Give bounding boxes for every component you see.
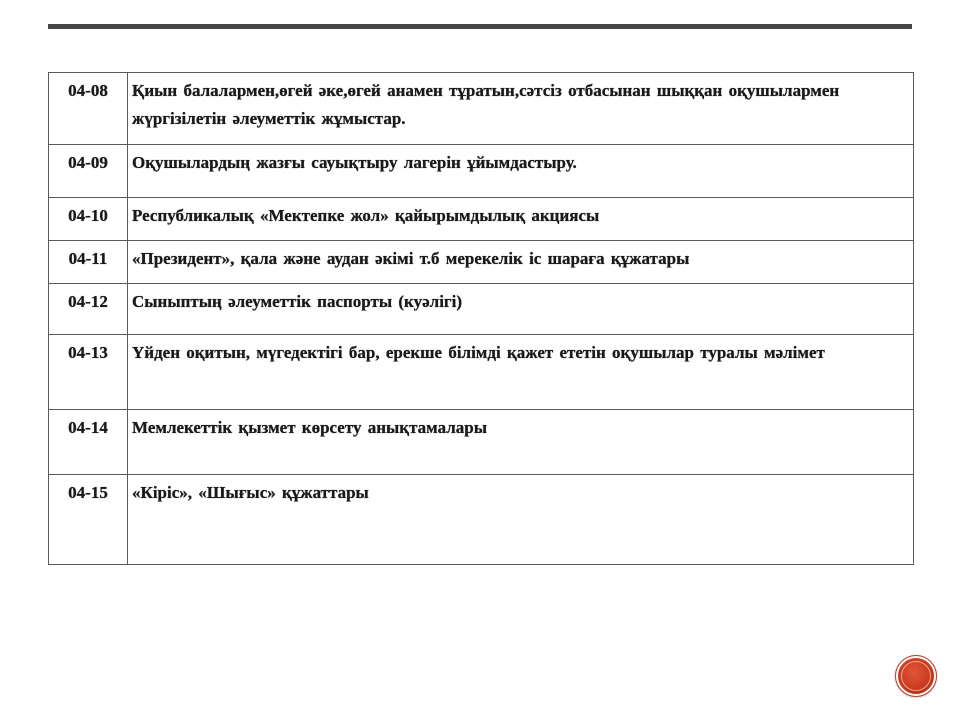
circle-button-ring — [901, 661, 931, 691]
table-row — [49, 241, 914, 284]
row-code: 04-09 — [49, 145, 128, 198]
table-row — [49, 145, 914, 198]
table-row — [49, 475, 914, 565]
row-description: Қиын балалармен,өгей әке,өгей анамен тұратын,сәтсіз отбасынан шыққан оқушылармен жүргізілетін әлеуметтік жұмыстар. — [128, 73, 914, 145]
table-row — [49, 410, 914, 475]
row-description: «Президент», қала және аудан әкімі т.б мерекелік іс шараға құжатары — [128, 241, 914, 284]
row-description: «Кіріс», «Шығыс» құжаттары — [128, 475, 914, 565]
table-row — [49, 73, 914, 145]
top-decorative-bar — [48, 24, 912, 29]
row-code: 04-15 — [49, 475, 128, 565]
table-row — [49, 198, 914, 241]
row-description: Республикалық «Мектепке жол» қайырымдылық акциясы — [128, 198, 914, 241]
row-code: 04-12 — [49, 284, 128, 335]
table-row — [49, 335, 914, 410]
row-code: 04-14 — [49, 410, 128, 475]
row-description: Мемлекеттік қызмет көрсету анықтамалары — [128, 410, 914, 475]
row-description: Үйден оқитын, мүгедектігі бар, ерекше білімді қажет ететін оқушылар туралы мәлімет — [128, 335, 914, 410]
row-code: 04-13 — [49, 335, 128, 410]
row-code: 04-08 — [49, 73, 128, 145]
row-description: Оқушылардың жазғы сауықтыру лагерін ұйымдастыру. — [128, 145, 914, 198]
row-code: 04-10 — [49, 198, 128, 241]
document-table — [48, 72, 914, 565]
circle-button-icon[interactable] — [896, 656, 936, 696]
table-row — [49, 284, 914, 335]
row-code: 04-11 — [49, 241, 128, 284]
row-description: Сыныптың әлеуметтік паспорты (куәлігі) — [128, 284, 914, 335]
